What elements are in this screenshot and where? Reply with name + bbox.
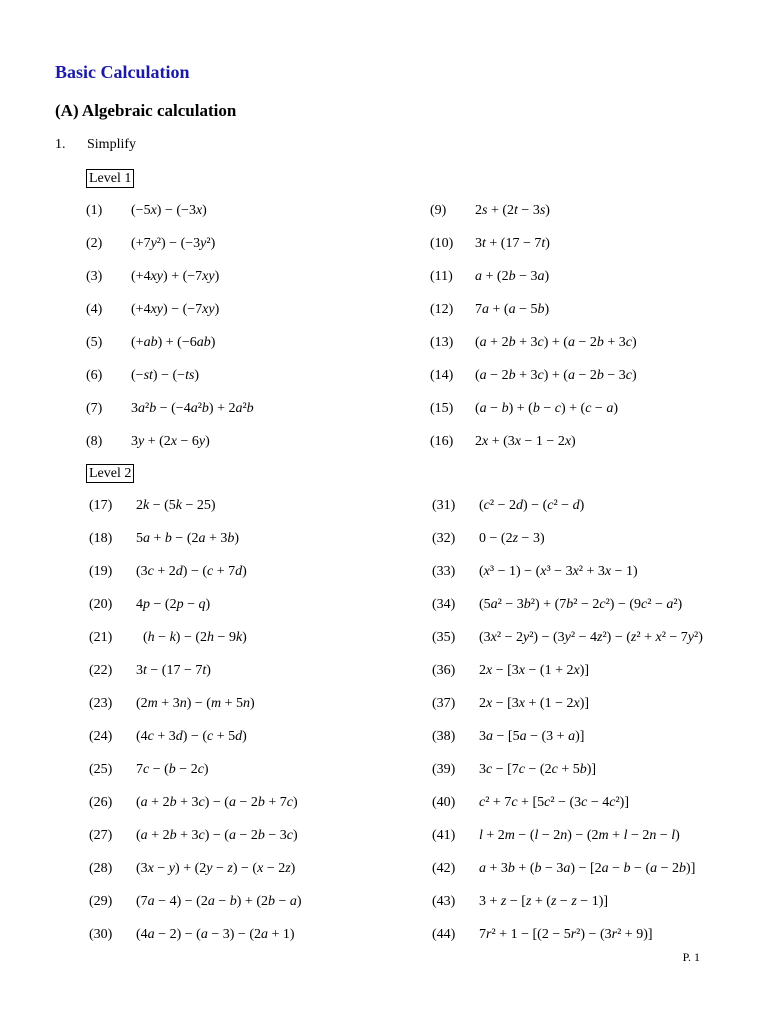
exercise-number: (25) xyxy=(89,762,113,777)
exercise-expression: (+4xy) − (−7xy) xyxy=(131,302,220,317)
exercise-number: (42) xyxy=(432,861,456,876)
exercise-expression: (3x − y) + (2y − z) − (x − 2z) xyxy=(136,861,296,876)
exercise-number: (30) xyxy=(89,927,113,942)
exercise-number: (33) xyxy=(432,564,456,579)
exercise-number: (15) xyxy=(430,401,454,416)
exercise-number: (16) xyxy=(430,434,454,449)
exercise-expression: 2x − [3x − (1 + 2x)] xyxy=(479,663,590,678)
exercise-expression: 7c − (b − 2c) xyxy=(136,762,209,777)
exercise-number: (5) xyxy=(86,335,103,350)
exercise-number: (28) xyxy=(89,861,113,876)
exercise-number: (2) xyxy=(86,236,103,251)
exercise-expression: 3a²b − (−4a²b) + 2a²b xyxy=(131,401,254,416)
exercise-number: (40) xyxy=(432,795,456,810)
exercise-expression: (+7y²) − (−3y²) xyxy=(131,236,216,251)
exercise-number: (23) xyxy=(89,696,113,711)
exercise-number: (3) xyxy=(86,269,103,284)
exercise-expression: 3t − (17 − 7t) xyxy=(136,663,211,678)
exercise-number: (26) xyxy=(89,795,113,810)
exercise-expression: l + 2m − (l − 2n) − (2m + l − 2n − l) xyxy=(479,828,680,843)
exercise-number: (43) xyxy=(432,894,456,909)
exercise-number: (6) xyxy=(86,368,103,383)
exercise-expression: (a − 2b + 3c) + (a − 2b − 3c) xyxy=(475,368,637,383)
exercise-number: (36) xyxy=(432,663,456,678)
exercise-number: (22) xyxy=(89,663,113,678)
question-number: 1. xyxy=(55,137,66,152)
exercise-number: (31) xyxy=(432,498,456,513)
exercise-expression: 5a + b − (2a + 3b) xyxy=(136,531,240,546)
exercise-expression: (5a² − 3b²) + (7b² − 2c²) − (9c² − a²) xyxy=(479,597,683,612)
exercise-expression: (h − k) − (2h − 9k) xyxy=(143,630,247,645)
exercise-expression: c² + 7c + [5c² − (3c − 4c²)] xyxy=(479,795,630,810)
exercise-number: (12) xyxy=(430,302,454,317)
level-2-label: Level 2 xyxy=(86,464,134,483)
level-1-label: Level 1 xyxy=(86,169,134,188)
exercise-expression: 4p − (2p − q) xyxy=(136,597,211,612)
exercise-number: (35) xyxy=(432,630,456,645)
exercise-number: (34) xyxy=(432,597,456,612)
exercise-number: (27) xyxy=(89,828,113,843)
exercise-expression: 3a − [5a − (3 + a)] xyxy=(479,729,585,744)
exercise-number: (38) xyxy=(432,729,456,744)
exercise-number: (29) xyxy=(89,894,113,909)
exercise-number: (1) xyxy=(86,203,103,218)
exercise-number: (11) xyxy=(430,269,453,284)
section-heading: (A) Algebraic calculation xyxy=(55,101,237,120)
exercise-number: (19) xyxy=(89,564,113,579)
exercise-expression: (a − b) + (b − c) + (c − a) xyxy=(475,401,618,416)
exercise-expression: (4a − 2) − (a − 3) − (2a + 1) xyxy=(136,927,295,942)
exercise-expression: (4c + 3d) − (c + 5d) xyxy=(136,729,247,744)
exercise-expression: (+ab) + (−6ab) xyxy=(131,335,216,350)
exercise-expression: a + 3b + (b − 3a) − [2a − b − (a − 2b)] xyxy=(479,861,696,876)
exercise-expression: (2m + 3n) − (m + 5n) xyxy=(136,696,255,711)
exercise-expression: (7a − 4) − (2a − b) + (2b − a) xyxy=(136,894,302,909)
exercise-number: (9) xyxy=(430,203,447,218)
exercise-expression: (a + 2b + 3c) − (a − 2b − 3c) xyxy=(136,828,298,843)
exercise-number: (41) xyxy=(432,828,456,843)
question-text: Simplify xyxy=(87,137,137,152)
exercise-expression: 2x + (3x − 1 − 2x) xyxy=(475,434,576,449)
exercise-number: (8) xyxy=(86,434,103,449)
exercise-number: (39) xyxy=(432,762,456,777)
exercise-number: (44) xyxy=(432,927,456,942)
exercise-expression: 3y + (2x − 6y) xyxy=(131,434,210,449)
exercise-number: (10) xyxy=(430,236,454,251)
exercise-expression: (+4xy) + (−7xy) xyxy=(131,269,220,284)
exercise-expression: (c² − 2d) − (c² − d) xyxy=(479,498,585,513)
page-title: Basic Calculation xyxy=(55,62,190,82)
exercise-number: (24) xyxy=(89,729,113,744)
exercise-number: (18) xyxy=(89,531,113,546)
exercise-expression: 2k − (5k − 25) xyxy=(136,498,216,513)
exercise-expression: (a + 2b + 3c) − (a − 2b + 7c) xyxy=(136,795,298,810)
page-number: P. 1 xyxy=(682,950,700,964)
exercise-expression: (−5x) − (−3x) xyxy=(131,203,207,218)
exercise-expression: 3t + (17 − 7t) xyxy=(475,236,550,251)
exercise-expression: 7a + (a − 5b) xyxy=(475,302,550,317)
exercise-expression: 2x − [3x + (1 − 2x)] xyxy=(479,696,590,711)
exercise-number: (32) xyxy=(432,531,456,546)
exercise-number: (7) xyxy=(86,401,103,416)
exercise-expression: 7r² + 1 − [(2 − 5r²) − (3r² + 9)] xyxy=(479,927,653,942)
exercise-expression: 0 − (2z − 3) xyxy=(479,531,545,546)
exercise-expression: (−st) − (−ts) xyxy=(131,368,200,383)
exercise-expression: (3x² − 2y²) − (3y² − 4z²) − (z² + x² − 7y²) xyxy=(479,630,703,645)
exercise-expression: 3c − [7c − (2c + 5b)] xyxy=(479,762,597,777)
exercise-number: (17) xyxy=(89,498,113,513)
exercise-number: (37) xyxy=(432,696,456,711)
exercise-number: (4) xyxy=(86,302,103,317)
exercise-number: (21) xyxy=(89,630,113,645)
exercise-expression: 2s + (2t − 3s) xyxy=(475,203,550,218)
exercise-expression: a + (2b − 3a) xyxy=(475,269,550,284)
exercise-number: (14) xyxy=(430,368,454,383)
exercise-expression: (3c + 2d) − (c + 7d) xyxy=(136,564,247,579)
exercise-number: (20) xyxy=(89,597,113,612)
exercise-expression: (x³ − 1) − (x³ − 3x² + 3x − 1) xyxy=(479,564,638,579)
exercise-expression: (a + 2b + 3c) + (a − 2b + 3c) xyxy=(475,335,637,350)
exercise-number: (13) xyxy=(430,335,454,350)
exercise-expression: 3 + z − [z + (z − z − 1)] xyxy=(479,894,609,909)
